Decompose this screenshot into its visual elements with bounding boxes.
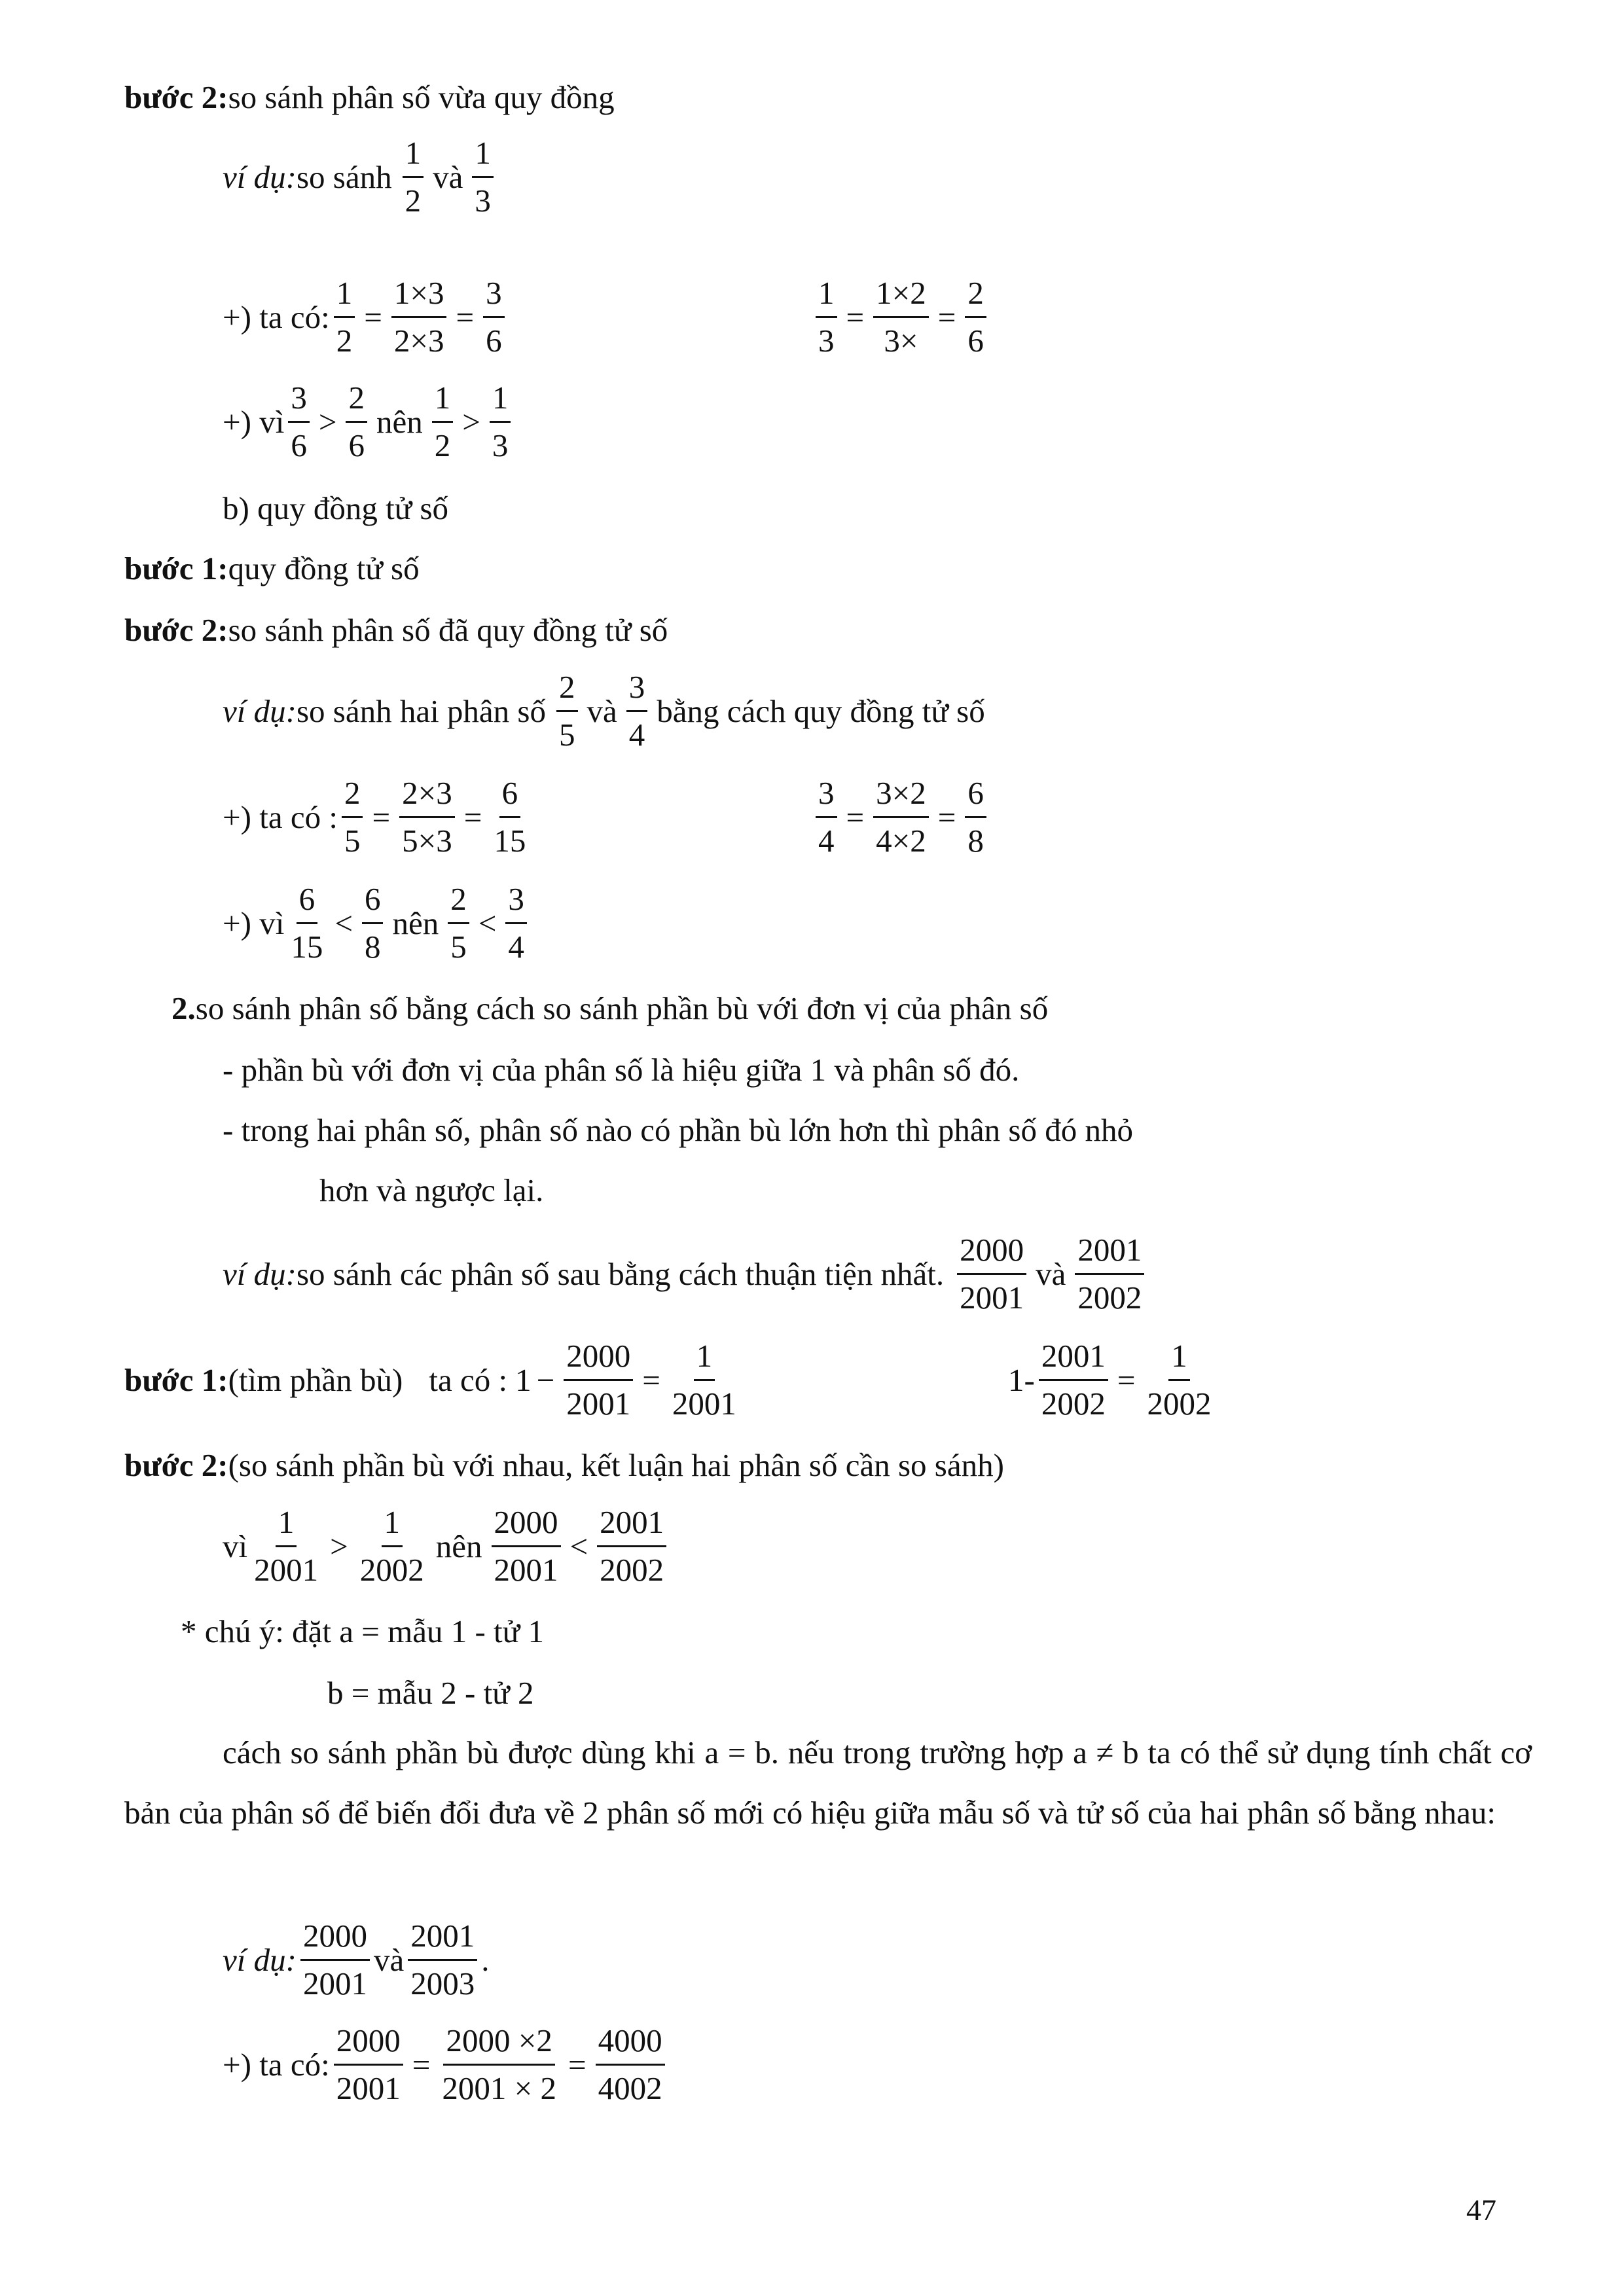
fraction xyxy=(391,274,447,360)
conjunction: nên xyxy=(392,905,439,941)
calc-prefix: +) ta có : xyxy=(223,798,338,835)
numerator: 1 xyxy=(382,1503,403,1547)
denominator: 3 xyxy=(492,427,509,463)
denominator: 2001 × 2 xyxy=(442,2070,556,2106)
example-text: so sánh hai phân số xyxy=(296,692,547,729)
numerator: 2000 xyxy=(334,2022,403,2066)
numerator: 3 xyxy=(816,774,837,818)
fraction xyxy=(957,1231,1026,1317)
explanation-paragraph: cách so sánh phần bù được dùng khi a = b. nếu trong trường hợp a ≠ b ta có thể sử dụng tính chất cơ bản của phân số để biến đổi đưa về 2 phân số mới có hiệu giữa mẫu số và tử số của hai phân số bằng nhau: xyxy=(124,1734,1532,1831)
numerator: 2000 xyxy=(564,1337,633,1381)
math-operator: = xyxy=(642,1361,660,1398)
b-step2 xyxy=(124,584,668,675)
denominator: 6 xyxy=(486,322,502,359)
step-label: bước 2: xyxy=(124,1446,228,1483)
numerator: 1 xyxy=(432,379,454,423)
fraction xyxy=(490,379,511,465)
bullet-2-continuation xyxy=(319,1144,543,1236)
math-operator: = xyxy=(456,298,475,335)
example-2 xyxy=(223,665,985,757)
calc-prefix: +) vì xyxy=(223,403,285,440)
bullet-text: - trong hai phân số, phân số nào có phần bù lớn hơn thì phân số đó nhỏ xyxy=(223,1111,1133,1148)
example-3-step1 xyxy=(124,1334,743,1426)
fraction xyxy=(564,1337,633,1423)
example-1-calc-a xyxy=(223,271,509,363)
numerator: 2001 xyxy=(1039,1337,1108,1381)
number: 1 xyxy=(515,1361,532,1398)
example-label: ví dụ: xyxy=(223,158,297,195)
numerator: 2 xyxy=(346,379,367,423)
denominator: 15 xyxy=(494,822,526,859)
fraction xyxy=(288,379,310,465)
fraction xyxy=(334,2022,403,2108)
numerator: 1 xyxy=(816,274,837,318)
conjunction: và xyxy=(373,1941,405,1978)
punctuation: . xyxy=(481,1941,490,1978)
fraction xyxy=(408,1917,477,2003)
calc-prefix: vì xyxy=(223,1528,248,1564)
denominator: 3 xyxy=(818,322,835,359)
calc-prefix: ta có : xyxy=(429,1361,508,1398)
math-operator: < xyxy=(334,905,353,941)
numerator: 1 xyxy=(694,1337,715,1381)
math-operator: = xyxy=(364,298,382,335)
denominator: 6 xyxy=(291,427,307,463)
denominator: 2001 xyxy=(960,1279,1024,1316)
fraction xyxy=(873,274,929,360)
denominator: 8 xyxy=(364,928,381,965)
note-text: b = mẫu 2 - tử 2 xyxy=(327,1674,534,1711)
calc-prefix: +) ta có: xyxy=(223,2046,330,2083)
step-label: bước 1: xyxy=(124,1361,228,1398)
step-label: bước 2: xyxy=(124,79,228,115)
numerator: 6 xyxy=(297,880,318,924)
numerator: 2001 xyxy=(597,1503,666,1547)
fraction xyxy=(362,880,384,966)
denominator: 4×2 xyxy=(876,822,926,859)
fraction xyxy=(357,1503,427,1589)
denominator: 15 xyxy=(291,928,323,965)
numerator: 2000 xyxy=(957,1231,1026,1275)
fraction xyxy=(670,1337,739,1423)
denominator: 5 xyxy=(450,928,467,965)
conjunction: và xyxy=(433,158,463,195)
example-2-calc-a xyxy=(223,771,532,863)
sub-heading-text: b) quy đồng tử số xyxy=(223,490,449,526)
denominator: 3× xyxy=(884,322,918,359)
numerator: 1 xyxy=(334,274,355,318)
numerator: 6 xyxy=(362,880,384,924)
fraction xyxy=(439,2022,559,2108)
numerator: 2000 xyxy=(300,1917,370,1961)
fraction xyxy=(596,2022,665,2108)
math-operator: > xyxy=(318,403,337,440)
step-text: so sánh phân số vừa quy đồng xyxy=(228,79,615,115)
section-number: 2. xyxy=(171,990,196,1026)
step-label: bước 1: xyxy=(124,550,228,586)
math-operator: = xyxy=(412,2046,431,2083)
section-title: so sánh phân số bằng cách so sánh phần bù với đơn vị của phân số xyxy=(195,990,1049,1026)
math-operator: = xyxy=(372,798,391,835)
denominator: 4002 xyxy=(598,2070,662,2106)
example-3-step1-b xyxy=(1008,1334,1218,1426)
numerator: 2 xyxy=(556,668,578,712)
numerator: 2001 xyxy=(1075,1231,1144,1275)
fraction xyxy=(556,668,578,754)
math-operator: = xyxy=(937,298,956,335)
numerator: 1 xyxy=(472,134,494,178)
fraction xyxy=(342,774,363,860)
fraction xyxy=(1144,1337,1214,1423)
calc-prefix: +) vì xyxy=(223,905,285,941)
calc-prefix: +) ta có: xyxy=(223,298,330,335)
fraction xyxy=(1075,1231,1144,1317)
denominator: 3 xyxy=(475,182,491,219)
fraction xyxy=(403,134,424,220)
example-3-step2 xyxy=(124,1419,1004,1511)
fraction xyxy=(251,1503,321,1589)
numerator: 3 xyxy=(626,668,648,712)
bullet-text: hơn và ngược lại. xyxy=(319,1172,544,1208)
denominator: 2003 xyxy=(410,1965,475,2001)
numerator: 2000 xyxy=(492,1503,561,1547)
denominator: 2001 xyxy=(672,1385,736,1422)
denominator: 2001 xyxy=(302,1965,367,2001)
numerator: 6 xyxy=(965,774,986,818)
fraction xyxy=(505,880,527,966)
numerator: 1×3 xyxy=(391,274,447,318)
example-text: so sánh các phân số sau bằng cách thuận tiện nhất. xyxy=(296,1255,945,1292)
example-2-calc-b xyxy=(812,771,990,863)
example-1 xyxy=(223,131,497,223)
denominator: 2 xyxy=(405,182,422,219)
fraction xyxy=(873,774,929,860)
example-4-calc xyxy=(223,2018,669,2110)
example-2-conclusion xyxy=(223,877,531,969)
numerator: 1 xyxy=(403,134,424,178)
step2-heading xyxy=(124,51,615,143)
math-operator: = xyxy=(568,2046,586,2083)
bullet-text: - phần bù với đơn vị của phân số là hiệu giữa 1 và phân số đó. xyxy=(223,1051,1020,1088)
fraction xyxy=(346,379,367,465)
denominator: 2001 xyxy=(566,1385,631,1422)
denominator: 2 xyxy=(434,427,451,463)
fraction xyxy=(597,1503,666,1589)
fraction xyxy=(491,774,528,860)
denominator: 2002 xyxy=(1041,1385,1106,1422)
denominator: 5×3 xyxy=(402,822,452,859)
numerator: 3 xyxy=(483,274,505,318)
conjunction: nên xyxy=(376,403,423,440)
numerator: 2×3 xyxy=(399,774,455,818)
fraction xyxy=(288,880,325,966)
denominator: 2002 xyxy=(600,1551,664,1588)
example-label: ví dụ: xyxy=(223,692,297,729)
denominator: 2 xyxy=(336,322,353,359)
page-number: 47 xyxy=(1466,2193,1496,2227)
math-operator: > xyxy=(330,1528,348,1564)
example-label: ví dụ: xyxy=(223,1941,297,1978)
denominator: 2×3 xyxy=(393,322,444,359)
math-operator: < xyxy=(569,1528,588,1564)
denominator: 4 xyxy=(628,716,645,753)
note-text: * chú ý: đặt a = mẫu 1 - tử 1 xyxy=(181,1613,544,1649)
numerator: 1×2 xyxy=(873,274,929,318)
numerator: 2 xyxy=(965,274,986,318)
math-operator: > xyxy=(462,403,480,440)
fraction xyxy=(483,274,505,360)
fraction xyxy=(334,274,355,360)
fraction xyxy=(816,274,837,360)
example-1-calc-b xyxy=(812,271,990,363)
fraction xyxy=(965,274,986,360)
numerator: 2000 ×2 xyxy=(443,2022,554,2066)
math-operator: − xyxy=(536,1361,555,1398)
denominator: 2001 xyxy=(494,1551,558,1588)
example-3-conclusion xyxy=(223,1500,670,1592)
math-operator: = xyxy=(846,298,865,335)
denominator: 2002 xyxy=(359,1551,424,1588)
denominator: 2002 xyxy=(1077,1279,1142,1316)
numerator: 4000 xyxy=(596,2022,665,2066)
fraction xyxy=(448,880,469,966)
math-operator: < xyxy=(478,905,497,941)
numerator: 3×2 xyxy=(873,774,929,818)
fraction xyxy=(472,134,494,220)
math-operator: = xyxy=(1117,1361,1136,1398)
denominator: 2001 xyxy=(336,2070,401,2106)
step-text: (tìm phần bù) xyxy=(228,1361,403,1398)
number: 1- xyxy=(1008,1361,1035,1398)
fraction xyxy=(626,668,648,754)
denominator: 6 xyxy=(348,427,365,463)
denominator: 5 xyxy=(344,822,361,859)
step-text: so sánh phân số đã quy đồng tử số xyxy=(228,611,668,648)
denominator: 2002 xyxy=(1147,1385,1212,1422)
example-text: so sánh xyxy=(296,158,392,195)
fraction xyxy=(492,1503,561,1589)
step-text: (so sánh phần bù với nhau, kết luận hai phân số cần so sánh) xyxy=(228,1446,1004,1483)
fraction xyxy=(965,774,986,860)
example-3 xyxy=(223,1228,1148,1319)
example-1-conclusion xyxy=(223,376,514,467)
denominator: 6 xyxy=(967,322,984,359)
numerator: 2001 xyxy=(408,1917,477,1961)
numerator: 2 xyxy=(342,774,363,818)
fraction xyxy=(432,379,454,465)
numerator: 1 xyxy=(276,1503,297,1547)
conjunction: nên xyxy=(435,1528,482,1564)
numerator: 6 xyxy=(499,774,521,818)
conjunction: và xyxy=(1036,1255,1066,1292)
fraction xyxy=(1039,1337,1108,1423)
fraction xyxy=(300,1917,370,2003)
denominator: 8 xyxy=(967,822,984,859)
conjunction: và xyxy=(586,692,617,729)
numerator: 3 xyxy=(288,379,310,423)
math-operator: = xyxy=(937,798,956,835)
denominator: 2001 xyxy=(254,1551,319,1588)
math-operator: = xyxy=(846,798,865,835)
denominator: 5 xyxy=(559,716,575,753)
example-4 xyxy=(223,1914,489,2005)
denominator: 4 xyxy=(818,822,835,859)
numerator: 3 xyxy=(505,880,527,924)
example-text: bằng cách quy đồng tử số xyxy=(657,692,985,729)
step-label: bước 2: xyxy=(124,611,228,648)
step-text: quy đồng tử số xyxy=(228,550,420,586)
example-label: ví dụ: xyxy=(223,1255,297,1292)
math-operator: = xyxy=(463,798,482,835)
numerator: 2 xyxy=(448,880,469,924)
denominator: 4 xyxy=(508,928,524,965)
fraction xyxy=(816,774,837,860)
numerator: 1 xyxy=(490,379,511,423)
fraction xyxy=(399,774,455,860)
numerator: 1 xyxy=(1168,1337,1190,1381)
